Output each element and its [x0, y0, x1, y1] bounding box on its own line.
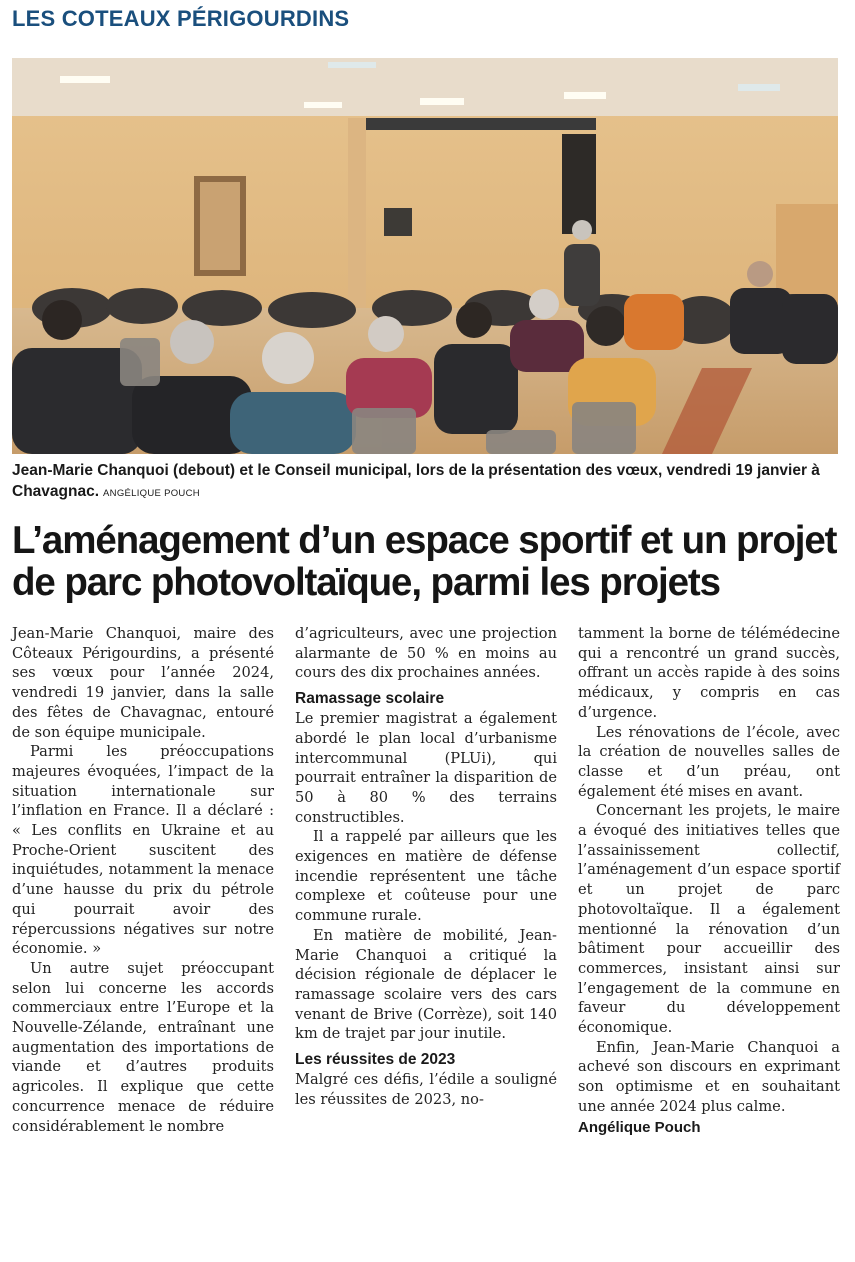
photo-credit: ANGÉLIQUE POUCH: [103, 488, 200, 499]
paragraph: Le premier magistrat a également abordé le plan local d’urbanisme intercommunal (PLUi), qui pourrait entraîner la disparition de 50 à 80 % des terrains constructibles.: [295, 710, 557, 826]
article-photo: [12, 58, 838, 454]
author-signature: Angélique Pouch: [578, 1118, 701, 1136]
paragraph: Les rénovations de l’école, avec la création de nouvelles salles de classe et d’un préau, ont également été mises en avant.: [578, 723, 840, 800]
paragraph: tamment la borne de télémédecine qui a rencontré un grand succès, offrant un accès rapide à des soins médicaux, y compris en cas d’urgence.: [578, 625, 840, 721]
paragraph: Concernant les projets, le maire a évoqué des initiatives telles que l’assainissement collectif, l’aménagement d’un espace sportif et un projet de parc photovoltaïque. Il a également mentionné la rénovation d’un bâtiment pour accueillir des commerces, insistant ainsi sur l’engagement de la commune en faveur du développement économique.: [578, 802, 840, 1037]
paragraph: Malgré ces défis, l’édile a souligné les réussites de 2023, no-: [295, 1071, 557, 1108]
paragraph: Enfin, Jean-Marie Chanquoi a achevé son discours en exprimant son optimisme et en souhaitant une année 2024 plus calme.: [578, 1038, 840, 1115]
article-headline: L’aménagement d’un espace sportif et un projet de parc photovoltaïque, parmi les projets: [12, 519, 837, 604]
photo-caption: [12, 460, 842, 504]
paragraph: En matière de mobilité, Jean-Marie Chanquoi a critiqué la décision régionale de déplacer le ramassage scolaire vers des cars venant de Brive (Corrèze), soit 140 km de trajet par jour inutile.: [295, 926, 557, 1043]
paragraph: Un autre sujet préoccupant selon lui concerne les accords commerciaux entre l’Europe et la Nouvelle-Zélande, entraînant une augmentation des importations de viande et d’autres produits agricoles. Il explique que cette concurrence menace de réduire considérablement le nombre: [12, 959, 274, 1135]
subheading-reussites: Les réussites de 2023: [295, 1051, 456, 1069]
article-column-1: [12, 624, 274, 1136]
section-title: LES COTEAUX PÉRIGOURDINS: [12, 6, 350, 31]
paragraph: d’agriculteurs, avec une projection alarmante de 50 % en moins au cours des dix prochaines années.: [295, 625, 557, 682]
article-column-3: [578, 624, 840, 1137]
paragraph: Jean-Marie Chanquoi, maire des Côteaux Périgourdins, a présenté ses vœux pour l’année 2024, vendredi 19 janvier, dans la salle des fêtes de Chavagnac, entouré de son équipe municipale.: [12, 625, 274, 741]
caption-text: Jean-Marie Chanquoi (debout) et le Conseil municipal, lors de la présentation des vœux, vendredi 19 janvier à Chavagnac.: [12, 462, 820, 500]
subheading-ramassage: Ramassage scolaire: [295, 690, 445, 708]
article-column-2: [295, 624, 557, 1109]
photo-illustration: [12, 58, 838, 454]
paragraph: Parmi les préoccupations majeures évoquées, l’impact de la situation internationale sur l’inflation en France. Il a déclaré : « Les conflits en Ukraine et au Proche-Orient suscitent des inquiétudes, notamment la menace d’une hausse du prix du pétrole qui pourrait avoir des répercussions négatives sur notre économie. »: [12, 743, 274, 958]
paragraph: Il a rappelé par ailleurs que les exigences en matière de défense incendie représentent une tâche complexe et coûteuse pour une commune rurale.: [295, 828, 557, 925]
